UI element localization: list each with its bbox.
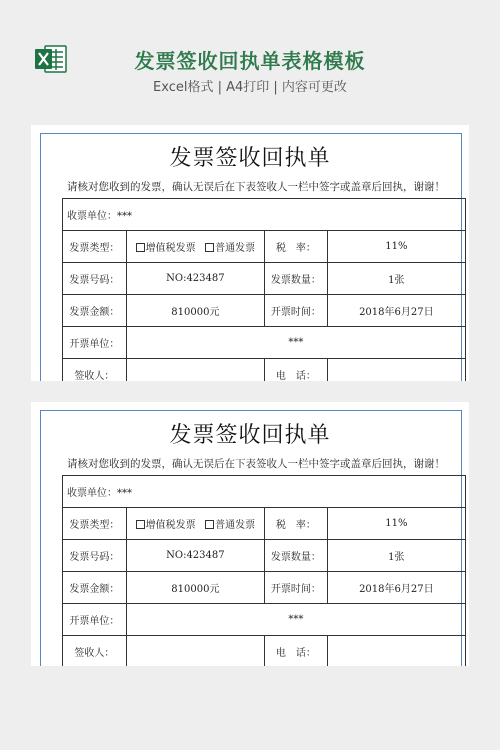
table-row	[63, 572, 466, 604]
issue-date-value: 2018年6月27日	[327, 295, 465, 327]
table-row	[63, 540, 466, 572]
template-title: 发票签收回执单表格模板	[134, 49, 366, 73]
tax-rate-label: 税 率：	[265, 231, 328, 263]
invoice-type-label: 发票类型：	[63, 508, 127, 540]
invoice-type-options	[126, 508, 264, 540]
table-row	[63, 231, 466, 263]
vat-option-label: 增值税发票	[145, 520, 196, 531]
recipient-unit-cell	[63, 199, 466, 231]
tax-rate-label: 税 率：	[265, 508, 328, 540]
issuer-value: ***	[126, 327, 465, 359]
table-row	[63, 327, 466, 359]
normal-option-label: 普通发票	[215, 520, 256, 531]
page-header	[0, 0, 500, 110]
issuer-label: 开票单位：	[63, 604, 127, 636]
invoice-no-value: NO:423487	[126, 540, 264, 572]
recipient-unit-value: ***	[117, 211, 132, 222]
table-row	[63, 359, 466, 382]
recipient-unit-cell	[63, 476, 466, 508]
amount-value: 810000元	[126, 295, 264, 327]
amount-label: 发票金额：	[63, 295, 127, 327]
signer-label: 签收人：	[63, 636, 127, 667]
invoice-qty-value: 1张	[327, 540, 465, 572]
issue-date-value: 2018年6月27日	[327, 572, 465, 604]
invoice-no-label: 发票号码：	[63, 540, 127, 572]
phone-field[interactable]	[327, 359, 465, 382]
issue-date-label: 开票时间：	[265, 295, 328, 327]
amount-label: 发票金额：	[63, 572, 127, 604]
invoice-type-options	[126, 231, 264, 263]
form-instruction: 请核对您收到的发票，确认无误后在下表签收人一栏中签字或盖章后回执，谢谢！	[67, 181, 445, 193]
invoice-no-value: NO:423487	[126, 263, 264, 295]
phone-label: 电 话：	[265, 636, 328, 667]
table-row	[63, 263, 466, 295]
receipt-table	[62, 475, 466, 666]
form-title: 发票签收回执单	[169, 146, 331, 171]
recipient-unit-label: 收票单位：	[67, 488, 117, 499]
signer-field[interactable]	[126, 636, 264, 667]
receipt-table	[62, 198, 466, 381]
phone-field[interactable]	[327, 636, 465, 667]
recipient-unit-value: ***	[117, 488, 132, 499]
table-row	[63, 295, 466, 327]
issue-date-label: 开票时间：	[265, 572, 328, 604]
tax-rate-value: 11%	[327, 231, 465, 263]
issuer-label: 开票单位：	[63, 327, 127, 359]
recipient-unit-label: 收票单位：	[67, 211, 117, 222]
form-preview-1	[31, 125, 469, 381]
normal-checkbox[interactable]	[205, 243, 214, 252]
form-instruction: 请核对您收到的发票，确认无误后在下表签收人一栏中签字或盖章后回执，谢谢！	[67, 458, 445, 470]
vat-checkbox[interactable]	[136, 520, 145, 529]
table-row	[63, 199, 466, 231]
normal-option-label: 普通发票	[215, 243, 256, 254]
vat-option-label: 增值税发票	[145, 243, 196, 254]
invoice-qty-value: 1张	[327, 263, 465, 295]
issuer-value: ***	[126, 604, 465, 636]
invoice-type-label: 发票类型：	[63, 231, 127, 263]
table-row	[63, 476, 466, 508]
template-subtitle: Excel格式 | A4打印 | 内容可更改	[153, 80, 347, 95]
table-row	[63, 508, 466, 540]
table-row	[63, 604, 466, 636]
signer-field[interactable]	[126, 359, 264, 382]
invoice-no-label: 发票号码：	[63, 263, 127, 295]
phone-label: 电 话：	[265, 359, 328, 382]
normal-checkbox[interactable]	[205, 520, 214, 529]
invoice-qty-label: 发票数量：	[265, 540, 328, 572]
invoice-qty-label: 发票数量：	[265, 263, 328, 295]
amount-value: 810000元	[126, 572, 264, 604]
vat-checkbox[interactable]	[136, 243, 145, 252]
form-title: 发票签收回执单	[169, 423, 331, 448]
signer-label: 签收人：	[63, 359, 127, 382]
form-preview-2	[31, 402, 469, 666]
table-row	[63, 636, 466, 667]
tax-rate-value: 11%	[327, 508, 465, 540]
